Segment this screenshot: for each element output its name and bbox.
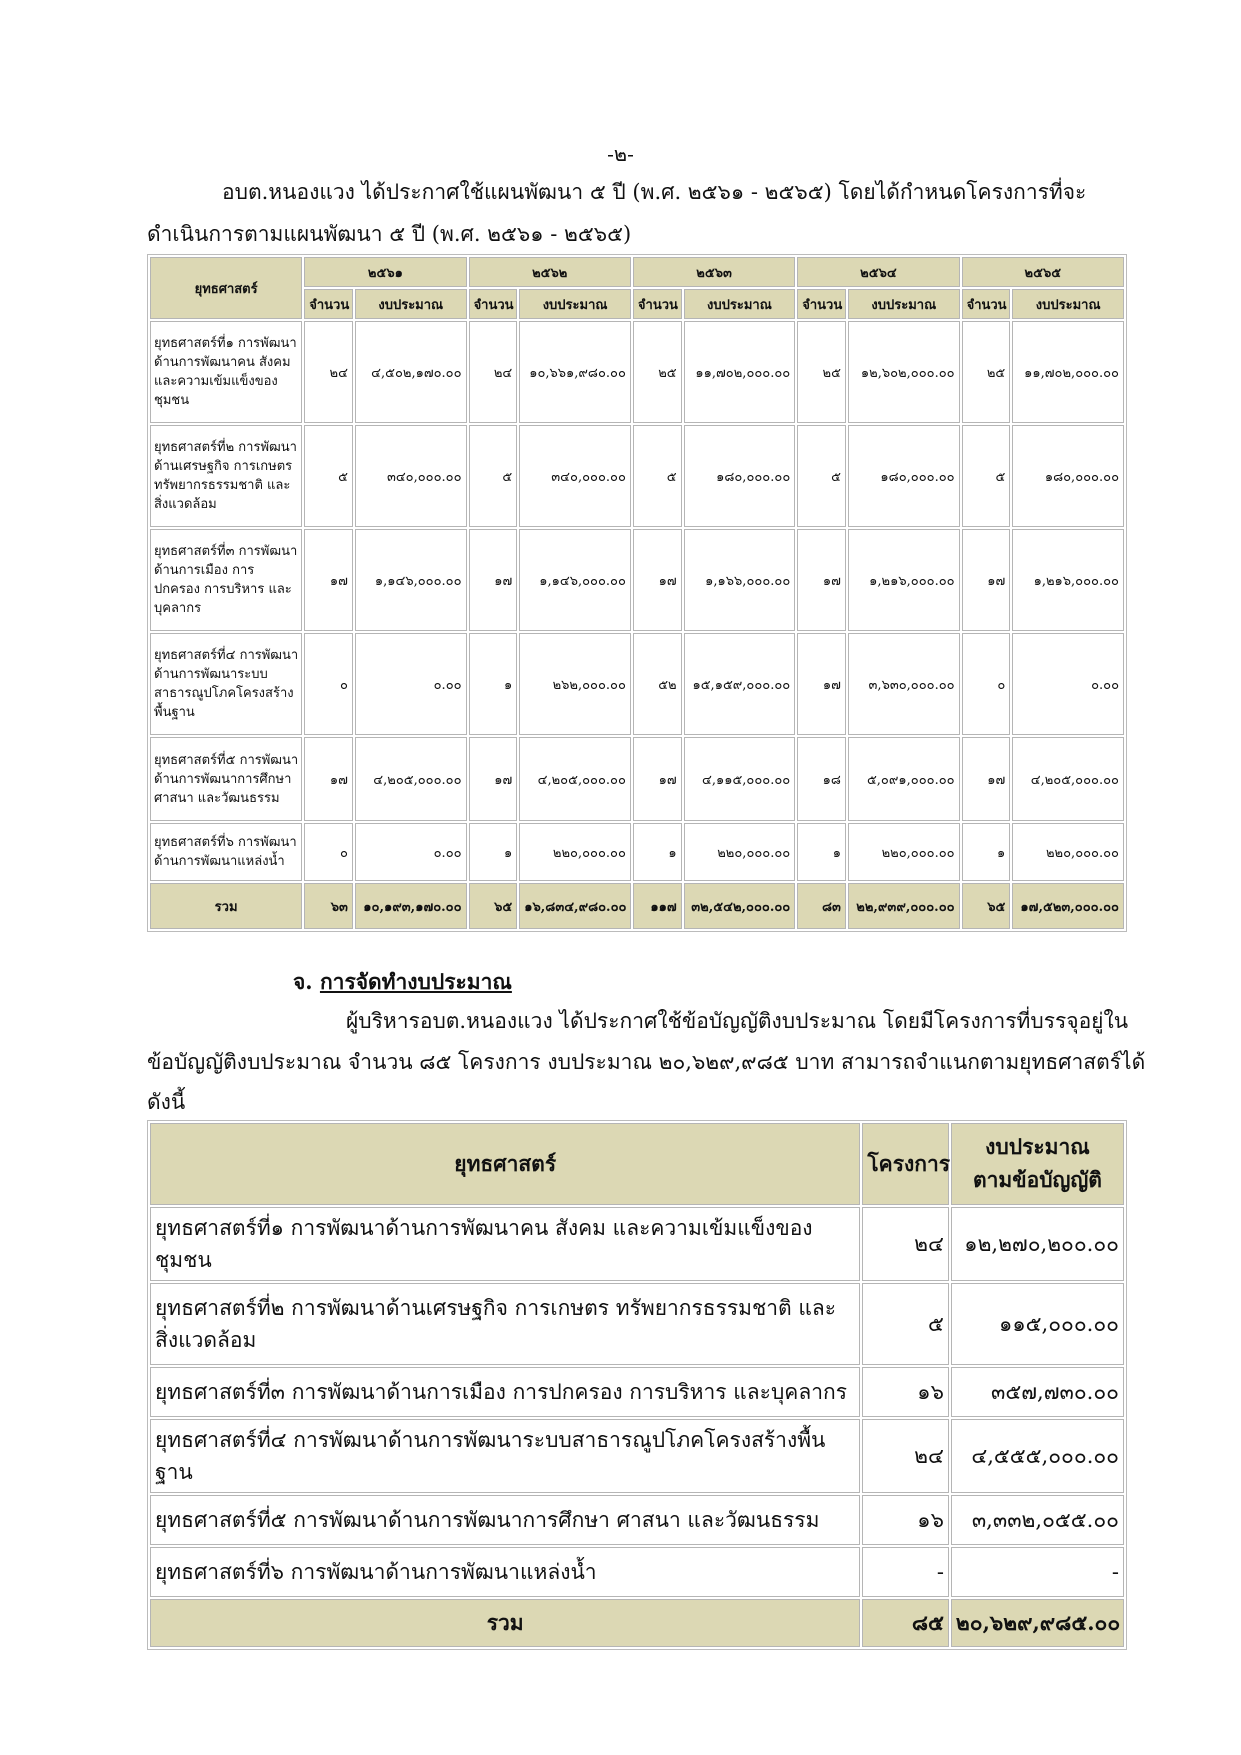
strategy-name: ยุทธศาสตร์ที่๒ การพัฒนาด้านเศรษฐกิจ การเกษตร ทรัพยากรธรรมชาติ และสิ่งแวดล้อม [150,425,302,527]
count-cell: ๑๗ [469,529,518,631]
count-cell: ๒๕ [633,321,682,423]
count-cell: ๕ [304,425,353,527]
year-header: ๒๕๖๓ [633,257,795,287]
count-cell: ๑ [469,823,518,881]
count-header: จำนวน [797,289,846,319]
budget-header: งบประมาณ [355,289,467,319]
budget-header-line-2: ตามข้อบัญญัติ [972,1167,1102,1192]
intro-line-1: อบต.หนองแวง ได้ประกาศใช้แผนพัฒนา ๕ ปี (พ.ศ. ๒๕๖๑ - ๒๕๖๕) โดยได้กำหนดโครงการที่จะ [222,180,1087,204]
count-cell: ๑ [962,823,1011,881]
budget-cell: ๔,๑๑๕,๐๐๐.๐๐ [684,737,796,821]
budget-header [951,1123,1124,1205]
total-budget-cell: ๓๒,๕๔๒,๐๐๐.๐๐ [684,883,796,929]
section-heading [293,966,512,999]
strategy-name: ยุทธศาสตร์ที่๑ การพัฒนาด้านการพัฒนาคน สังคม และความเข้มแข็งของชุมชน [150,1207,860,1281]
count-cell: ๑๗ [797,529,846,631]
development-plan-table [147,254,1127,932]
project-header: โครงการ [862,1123,949,1205]
paragraph-line-3: ดังนี้ [147,1090,186,1114]
project-count: ๒๔ [862,1419,949,1493]
project-count: ๑๖ [862,1495,949,1545]
count-cell: ๒๔ [469,321,518,423]
budget-header: งบประมาณ [848,289,960,319]
budget-cell: ๑๕,๑๕๙,๐๐๐.๐๐ [684,633,796,735]
budget-amount: ๑๑๕,๐๐๐.๐๐ [951,1283,1124,1365]
total-projects: ๘๕ [862,1599,949,1647]
total-row [150,1599,1124,1647]
table-row [150,529,1124,631]
count-cell: ๐ [304,823,353,881]
page-number: -๒- [607,142,634,166]
budget-header: งบประมาณ [684,289,796,319]
budget-cell: ๑๘๐,๐๐๐.๐๐ [1012,425,1124,527]
strategy-name: ยุทธศาสตร์ที่๕ การพัฒนาด้านการพัฒนาการศึกษา ศาสนา และวัฒนธรรม [150,1495,860,1545]
count-cell: ๕ [962,425,1011,527]
budget-cell: ๔,๒๐๕,๐๐๐.๐๐ [519,737,631,821]
count-cell: ๐ [962,633,1011,735]
budget-cell: ๐.๐๐ [1012,633,1124,735]
strategy-header: ยุทธศาสตร์ [150,1123,860,1205]
count-cell: ๑ [797,823,846,881]
count-header: จำนวน [304,289,353,319]
budget-header-line-1: งบประมาณ [985,1134,1090,1159]
table-row [150,1547,1124,1597]
budget-header: งบประมาณ [519,289,631,319]
budget-amount: - [951,1547,1124,1597]
total-budget-cell: ๑๗,๕๒๓,๐๐๐.๐๐ [1012,883,1124,929]
budget-cell: ๒๒๐,๐๐๐.๐๐ [848,823,960,881]
budget-cell: ๑,๒๑๖,๐๐๐.๐๐ [1012,529,1124,631]
table-row [150,737,1124,821]
budget-cell: ๕,๐๙๑,๐๐๐.๐๐ [848,737,960,821]
total-count-cell: ๖๕ [962,883,1011,929]
budget-cell: ๒๒๐,๐๐๐.๐๐ [519,823,631,881]
table-row [150,633,1124,735]
table-row [150,425,1124,527]
budget-cell: ๔,๒๐๕,๐๐๐.๐๐ [1012,737,1124,821]
budget-amount: ๓๕๗,๗๓๐.๐๐ [951,1367,1124,1417]
project-count: ๕ [862,1283,949,1365]
budget-cell: ๒๒๐,๐๐๐.๐๐ [1012,823,1124,881]
count-cell: ๕ [469,425,518,527]
total-budget-cell: ๑๐,๑๙๓,๑๗๐.๐๐ [355,883,467,929]
count-cell: ๑๗ [633,737,682,821]
count-cell: ๕ [797,425,846,527]
count-header: จำนวน [633,289,682,319]
intro-line-2: ดำเนินการตามแผนพัฒนา ๕ ปี (พ.ศ. ๒๕๖๑ - ๒๕๖๕) [147,222,632,246]
count-cell: ๐ [304,633,353,735]
budget-cell: ๑๘๐,๐๐๐.๐๐ [684,425,796,527]
year-header: ๒๕๖๑ [304,257,466,287]
budget-cell: ๑๑,๗๐๒,๐๐๐.๐๐ [1012,321,1124,423]
strategy-header: ยุทธศาสตร์ [150,257,302,319]
budget-amount: ๔,๕๕๕,๐๐๐.๐๐ [951,1419,1124,1493]
section-title: การจัดทำงบประมาณ [319,969,512,994]
section-prefix: จ. [293,969,320,994]
count-cell: ๑๗ [633,529,682,631]
total-label: รวม [150,883,302,929]
strategy-name: ยุทธศาสตร์ที่๓ การพัฒนาด้านการเมือง การปกครอง การบริหาร และบุคลากร [150,529,302,631]
total-budget-cell: ๒๒,๙๓๙,๐๐๐.๐๐ [848,883,960,929]
count-header: จำนวน [469,289,518,319]
table-row [150,1367,1124,1417]
table-row [150,321,1124,423]
total-budget: ๒๐,๖๒๙,๙๘๕.๐๐ [951,1599,1124,1647]
table-row [150,1419,1124,1493]
budget-cell: ๓๔๐,๐๐๐.๐๐ [519,425,631,527]
total-count-cell: ๑๑๗ [633,883,682,929]
table-row [150,1207,1124,1281]
budget-cell: ๑,๒๑๖,๐๐๐.๐๐ [848,529,960,631]
total-row [150,883,1124,929]
project-count: - [862,1547,949,1597]
project-count: ๒๔ [862,1207,949,1281]
strategy-name: ยุทธศาสตร์ที่๖ การพัฒนาด้านการพัฒนาแหล่งน้ำ [150,823,302,881]
count-cell: ๑๗ [962,737,1011,821]
budget-cell: ๐.๐๐ [355,823,467,881]
strategy-name: ยุทธศาสตร์ที่๕ การพัฒนาด้านการพัฒนาการศึกษา ศาสนา และวัฒนธรรม [150,737,302,821]
total-budget-cell: ๑๖,๘๓๔,๙๘๐.๐๐ [519,883,631,929]
strategy-name: ยุทธศาสตร์ที่๓ การพัฒนาด้านการเมือง การปกครอง การบริหาร และบุคลากร [150,1367,860,1417]
count-cell: ๑๗ [304,737,353,821]
budget-amount: ๑๒,๒๗๐,๒๐๐.๐๐ [951,1207,1124,1281]
budget-cell: ๑,๑๔๖,๐๐๐.๐๐ [519,529,631,631]
count-cell: ๑๘ [797,737,846,821]
strategy-name: ยุทธศาสตร์ที่๔ การพัฒนาด้านการพัฒนาระบบสาธารณูปโภคโครงสร้างพื้นฐาน [150,633,302,735]
project-count: ๑๖ [862,1367,949,1417]
budget-cell: ๓๔๐,๐๐๐.๐๐ [355,425,467,527]
count-cell: ๑๗ [797,633,846,735]
count-cell: ๑๗ [469,737,518,821]
budget-header: งบประมาณ [1012,289,1124,319]
budget-amount: ๓,๓๓๒,๐๕๕.๐๐ [951,1495,1124,1545]
budget-cell: ๒๒๐,๐๐๐.๐๐ [684,823,796,881]
budget-cell: ๑๘๐,๐๐๐.๐๐ [848,425,960,527]
count-cell: ๑ [469,633,518,735]
total-count-cell: ๘๓ [797,883,846,929]
budget-allocation-table [147,1120,1127,1650]
strategy-name: ยุทธศาสตร์ที่๔ การพัฒนาด้านการพัฒนาระบบสาธารณูปโภคโครงสร้างพื้นฐาน [150,1419,860,1493]
total-count-cell: ๖๕ [469,883,518,929]
count-cell: ๒๔ [304,321,353,423]
table-row [150,823,1124,881]
budget-cell: ๑๐,๖๖๑,๙๘๐.๐๐ [519,321,631,423]
budget-cell: ๑๒,๖๐๒,๐๐๐.๐๐ [848,321,960,423]
count-cell: ๑๗ [304,529,353,631]
budget-cell: ๓,๖๓๐,๐๐๐.๐๐ [848,633,960,735]
strategy-name: ยุทธศาสตร์ที่๖ การพัฒนาด้านการพัฒนาแหล่งน้ำ [150,1547,860,1597]
budget-cell: ๑๑,๗๐๒,๐๐๐.๐๐ [684,321,796,423]
count-cell: ๕๒ [633,633,682,735]
year-header: ๒๕๖๕ [962,257,1124,287]
year-header: ๒๕๖๒ [469,257,631,287]
count-cell: ๒๕ [962,321,1011,423]
count-cell: ๑ [633,823,682,881]
count-cell: ๒๕ [797,321,846,423]
budget-cell: ๔,๕๐๒,๑๗๐.๐๐ [355,321,467,423]
budget-cell: ๑,๑๖๖,๐๐๐.๐๐ [684,529,796,631]
paragraph-line-2: ข้อบัญญัติงบประมาณ จำนวน ๘๕ โครงการ งบประมาณ ๒๐,๖๒๙,๙๘๕ บาท สามารถจำแนกตามยุทธศาสตร์ได้ [147,1050,1146,1074]
total-label: รวม [150,1599,860,1647]
strategy-name: ยุทธศาสตร์ที่๑ การพัฒนาด้านการพัฒนาคน สังคม และความเข้มแข็งของชุมชน [150,321,302,423]
count-cell: ๑๗ [962,529,1011,631]
count-cell: ๕ [633,425,682,527]
count-header: จำนวน [962,289,1011,319]
paragraph-line-1: ผู้บริหารอบต.หนองแวง ได้ประกาศใช้ข้อบัญญัติงบประมาณ โดยมีโครงการที่บรรจุอยู่ใน [346,1009,1129,1033]
budget-cell: ๔,๒๐๕,๐๐๐.๐๐ [355,737,467,821]
table-row [150,1495,1124,1545]
budget-cell: ๒๖๒,๐๐๐.๐๐ [519,633,631,735]
strategy-name: ยุทธศาสตร์ที่๒ การพัฒนาด้านเศรษฐกิจ การเกษตร ทรัพยากรธรรมชาติ และสิ่งแวดล้อม [150,1283,860,1365]
year-header: ๒๕๖๔ [797,257,959,287]
total-count-cell: ๖๓ [304,883,353,929]
budget-cell: ๑,๑๔๖,๐๐๐.๐๐ [355,529,467,631]
budget-cell: ๐.๐๐ [355,633,467,735]
table-row [150,1283,1124,1365]
